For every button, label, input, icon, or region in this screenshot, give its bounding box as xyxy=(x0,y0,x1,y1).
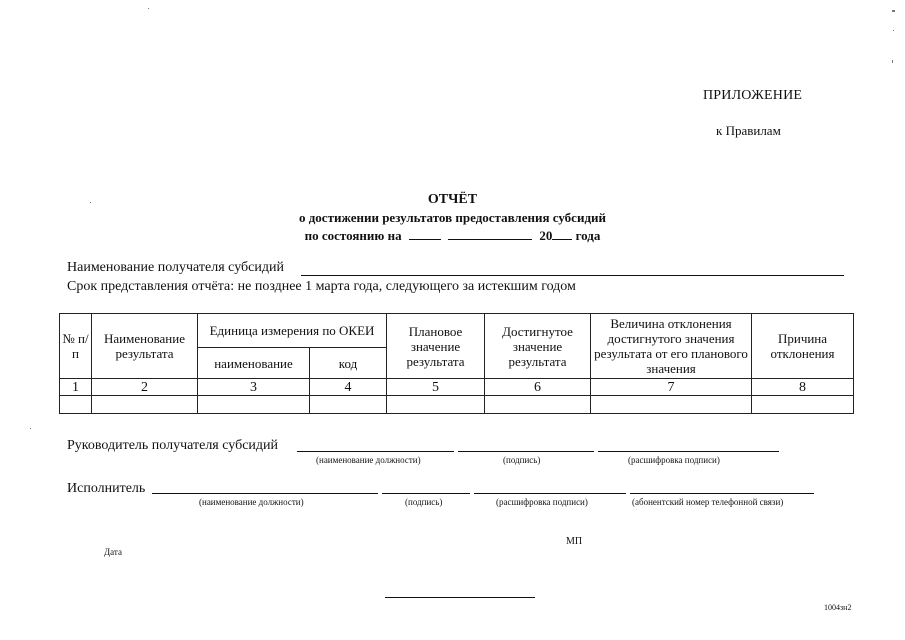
date-suffix: года xyxy=(575,228,601,243)
head-signature-caption: (подпись) xyxy=(503,455,541,465)
head-label: Руководитель получателя субсидий xyxy=(67,438,279,453)
scan-speck xyxy=(892,10,895,12)
recipient-field[interactable] xyxy=(301,275,844,276)
day-field[interactable] xyxy=(409,227,441,240)
exec-position-field[interactable] xyxy=(152,493,378,494)
rules-reference: к Правилам xyxy=(716,123,781,138)
exec-phone-field[interactable] xyxy=(630,493,814,494)
exec-decoding-field[interactable] xyxy=(474,493,626,494)
table-cell[interactable] xyxy=(310,396,387,414)
table-cell[interactable] xyxy=(485,396,591,414)
deadline-text: Срок представления отчёта: не позднее 1 марта года, следующего за истекшим годом xyxy=(67,279,576,294)
column-number: 8 xyxy=(752,379,854,396)
column-number: 3 xyxy=(198,379,310,396)
report-date-line xyxy=(0,227,905,244)
header-unit-name: наименование xyxy=(198,348,310,379)
exec-position-caption: (наименование должности) xyxy=(199,497,304,507)
scan-speck xyxy=(30,428,31,429)
results-table xyxy=(59,313,854,414)
appendix-title: ПРИЛОЖЕНИЕ xyxy=(703,88,803,103)
report-title: ОТЧЁТ xyxy=(427,192,478,207)
column-number: 5 xyxy=(387,379,485,396)
bottom-divider xyxy=(385,597,535,598)
stamp-label: МП xyxy=(566,536,583,547)
head-position-field[interactable] xyxy=(297,451,454,452)
column-number: 6 xyxy=(485,379,591,396)
header-planned: Плановое значение результата xyxy=(387,314,485,379)
table-cell[interactable] xyxy=(387,396,485,414)
header-unit-code: код xyxy=(310,348,387,379)
year-field[interactable] xyxy=(552,227,572,240)
header-num: № п/п xyxy=(60,314,92,379)
head-decoding-field[interactable] xyxy=(598,451,779,452)
table-cell[interactable] xyxy=(92,396,198,414)
head-decoding-caption: (расшифровка подписи) xyxy=(628,455,720,465)
report-subtitle: о достижении результатов предоставления субсидий xyxy=(298,210,607,225)
header-unit-group: Единица измерения по ОКЕИ xyxy=(198,314,387,348)
head-position-caption: (наименование должности) xyxy=(316,455,421,465)
table-cell[interactable] xyxy=(591,396,752,414)
column-number: 1 xyxy=(60,379,92,396)
recipient-label: Наименование получателя субсидий xyxy=(67,260,284,275)
form-code: 1004зн2 xyxy=(824,603,852,612)
month-field[interactable] xyxy=(448,227,532,240)
header-result-name: Наименование результата xyxy=(92,314,198,379)
exec-decoding-caption: (расшифровка подписи) xyxy=(496,497,588,507)
table-cell[interactable] xyxy=(198,396,310,414)
column-number: 2 xyxy=(92,379,198,396)
date-prefix: по состоянию на xyxy=(304,228,402,243)
exec-signature-field[interactable] xyxy=(382,493,470,494)
table-cell[interactable] xyxy=(60,396,92,414)
header-achieved: Достигнутое значение результата xyxy=(485,314,591,379)
scan-speck xyxy=(892,60,893,63)
exec-signature-caption: (подпись) xyxy=(405,497,443,507)
exec-phone-caption: (абонентский номер телефонной связи) xyxy=(632,497,784,507)
year-prefix: 20 xyxy=(539,228,553,243)
table-cell[interactable] xyxy=(752,396,854,414)
header-reason: Причина отклонения xyxy=(752,314,854,379)
column-number-row xyxy=(60,379,854,396)
date-label: Дата xyxy=(104,547,122,557)
data-row xyxy=(60,396,854,414)
executor-label: Исполнитель xyxy=(67,481,146,496)
scan-speck xyxy=(893,30,894,31)
scan-speck xyxy=(90,202,91,203)
column-number: 7 xyxy=(591,379,752,396)
head-signature-field[interactable] xyxy=(458,451,594,452)
column-number: 4 xyxy=(310,379,387,396)
scan-speck xyxy=(148,8,149,9)
header-deviation: Величина отклонения достигнутого значения результата от его планового значения xyxy=(591,314,752,379)
